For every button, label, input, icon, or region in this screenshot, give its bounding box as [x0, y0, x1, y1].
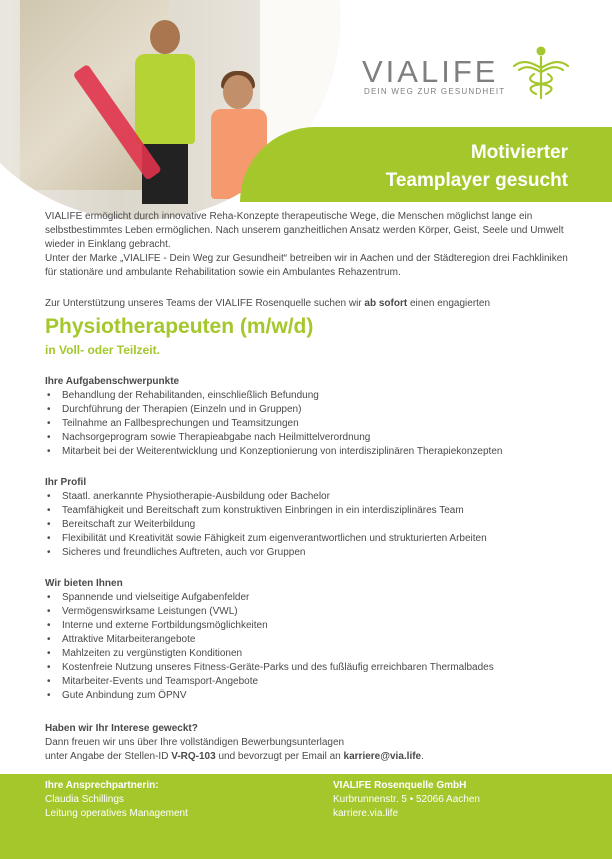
- contact-line-3: [45, 750, 573, 764]
- offer-section: [45, 577, 573, 703]
- profile-heading: Ihr Profil: [45, 477, 87, 488]
- contact-text: unter Angabe der Stellen-ID: [45, 751, 172, 762]
- banner-line-1: Motivierter: [470, 142, 568, 163]
- headline-banner: [240, 127, 612, 202]
- list-item: • Attraktive Mitarbeiterangebote: [45, 633, 573, 647]
- list-item: • Teilnahme an Fallbesprechungen und Teamsitzungen: [45, 417, 573, 431]
- company-address: Kurbrunnenstr. 5 • 52066 Aachen: [333, 794, 480, 805]
- list-item: • Vermögenswirksame Leistungen (VWL): [45, 605, 573, 619]
- tasks-section: [45, 375, 573, 459]
- footer: [0, 774, 612, 859]
- list-item: • Flexibilität und Kreativität sowie Fähigkeit zum eigenverantwortlichen und strukturierten Arbeiten: [45, 532, 573, 546]
- offer-list: [45, 591, 573, 703]
- company-name: VIALIFE Rosenquelle GmbH: [333, 780, 467, 791]
- partner-name: Claudia Schillings: [45, 794, 124, 805]
- list-item: • Interne und externe Fortbildungsmöglichkeiten: [45, 619, 573, 633]
- company-web-link[interactable]: karriere.via.life: [333, 808, 399, 819]
- job-id: V-RQ-103: [171, 751, 216, 762]
- partner-role: Leitung operatives Management: [45, 808, 188, 819]
- list-item: • Mitarbeiter-Events und Teamsport-Angebote: [45, 675, 573, 689]
- list-item: • Bereitschaft zur Weiterbildung: [45, 518, 573, 532]
- tasks-heading: Ihre Aufgabenschwerpunkte: [45, 376, 180, 387]
- banner-line-2: Teamplayer gesucht: [385, 170, 568, 191]
- tasks-list: [45, 389, 573, 459]
- support-line: [45, 297, 573, 311]
- list-item: • Teamfähigkeit und Bereitschaft zum konstruktiven Einbringen in ein interdisziplinäres Team: [45, 504, 573, 518]
- profile-section: [45, 476, 573, 560]
- list-item: • Durchführung der Therapien (Einzeln und in Gruppen): [45, 403, 573, 417]
- list-item: • Sicheres und freundliches Auftreten, auch vor Gruppen: [45, 546, 573, 560]
- intro-paragraph-2: Unter der Marke „VIALIFE - Dein Weg zur Gesundheit“ betreiben wir in Aachen und der Städteregion drei Fachkliniken für stationäre und ambulante Rehabilitation sowie ein Ambulantes Rehazentrum.: [45, 253, 568, 278]
- support-text-after: einen engagierten: [407, 298, 491, 309]
- email-link[interactable]: karriere@via.life: [343, 751, 422, 762]
- profile-list: [45, 490, 573, 560]
- list-item: • Gute Anbindung zum ÖPNV: [45, 689, 573, 703]
- footer-company: [333, 779, 480, 821]
- partner-heading: Ihre Ansprechpartnerin:: [45, 780, 159, 791]
- caduceus-icon: [510, 44, 572, 100]
- intro-text: [45, 210, 573, 280]
- trainer-figure: [130, 20, 200, 200]
- logo-tagline: DEIN WEG ZUR GESUNDHEIT: [364, 87, 506, 96]
- contact-section: [45, 722, 573, 764]
- logo-wordmark: VIALIFE: [362, 54, 499, 89]
- footer-contact-person: [45, 779, 188, 821]
- support-text-before: Zur Unterstützung unseres Teams der VIALIFE Rosenquelle suchen wir: [45, 298, 365, 309]
- contact-question: Haben wir Ihr Interese geweckt?: [45, 723, 198, 734]
- contact-text: .: [421, 751, 424, 762]
- list-item: • Behandlung der Rehabilitanden, einschließlich Befundung: [45, 389, 573, 403]
- job-subtitle: in Voll- oder Teilzeit.: [45, 343, 160, 357]
- intro-paragraph-1: VIALIFE ermöglicht durch innovative Reha-Konzepte therapeutische Wege, die Menschen möglichst lange ein selbstbestimmtes Leben ermöglichen. Nach unserem ganzheitlichen Ansatz werden Körper, Geist, Seele und Umwelt wieder in Einklang gebracht.: [45, 211, 564, 250]
- support-text-bold: ab sofort: [364, 298, 408, 309]
- vialife-logo: [362, 44, 572, 100]
- list-item: • Kostenfreie Nutzung unseres Fitness-Geräte-Parks und des fußläufig erreichbaren Thermalbades: [45, 661, 573, 675]
- list-item: • Staatl. anerkannte Physiotherapie-Ausbildung oder Bachelor: [45, 490, 573, 504]
- job-title: Physiotherapeuten (m/w/d): [45, 315, 314, 338]
- list-item: • Mahlzeiten zu vergünstigten Konditionen: [45, 647, 573, 661]
- offer-heading: Wir bieten Ihnen: [45, 578, 123, 589]
- contact-line-2: Dann freuen wir uns über Ihre vollständigen Bewerbungsunterlagen: [45, 737, 345, 748]
- contact-text: und bevorzugt per Email an: [215, 751, 344, 762]
- list-item: • Nachsorgeprogram sowie Therapieabgabe nach Heilmittelverordnung: [45, 431, 573, 445]
- list-item: • Spannende und vielseitige Aufgabenfelder: [45, 591, 573, 605]
- list-item: • Mitarbeit bei der Weiterentwicklung und Konzeptionierung von interdisziplinären Therapiekonzepten: [45, 445, 573, 459]
